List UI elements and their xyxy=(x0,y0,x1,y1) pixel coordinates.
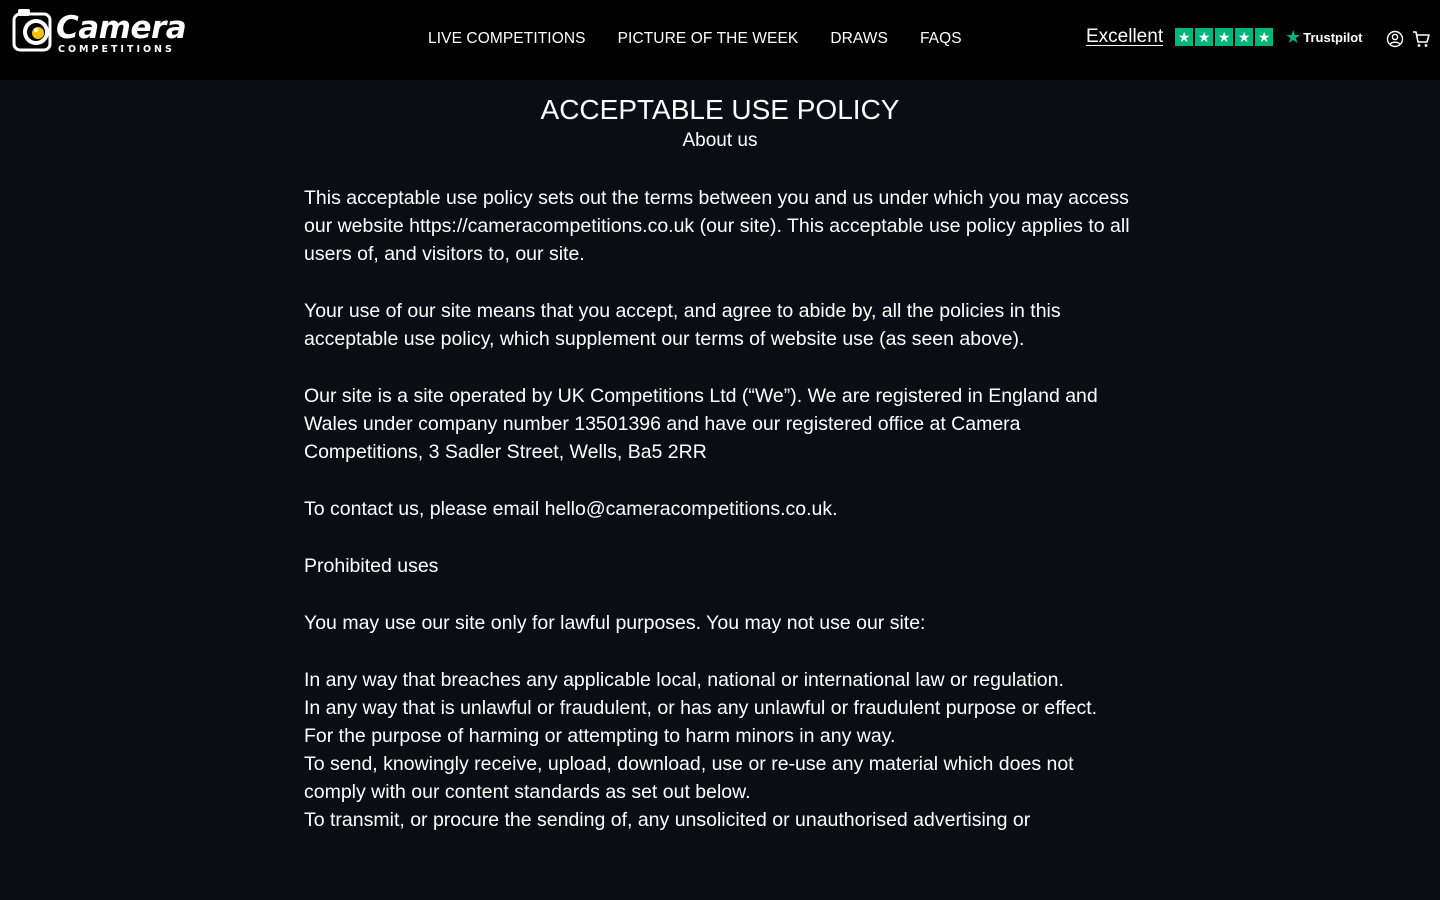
cart-icon[interactable] xyxy=(1412,30,1430,48)
account-icon[interactable] xyxy=(1386,30,1404,48)
trustpilot-star-icon: ★ xyxy=(1255,28,1273,46)
trustpilot-star-icon: ★ xyxy=(1215,28,1233,46)
trustpilot-star-icon: ★ xyxy=(1235,28,1253,46)
main-nav xyxy=(428,30,962,48)
site-logo[interactable] xyxy=(12,6,187,55)
policy-paragraph: Our site is a site operated by UK Competitions Ltd (“We”). We are registered in England and Wales under company number 13501396 and have our registered office at Camera Competitions, 3 Sadler Street, Wells, Ba5 2RR xyxy=(304,385,1098,463)
trustpilot-brand xyxy=(1285,28,1362,46)
camera-logo-icon xyxy=(12,6,56,52)
nav-faqs[interactable]: FAQS xyxy=(919,30,962,47)
policy-paragraph: Your use of our site means that you accept, and agree to abide by, all the policies in this acceptable use policy, which supplement our terms of website use (as seen above). xyxy=(304,300,1061,350)
page-subtitle: About us xyxy=(682,130,758,151)
site-header xyxy=(0,0,1440,80)
nav-draws[interactable]: DRAWS xyxy=(830,30,888,47)
list-item: In any way that is unlawful or fraudulent, or has any unlawful or fraudulent purpose or effect. xyxy=(304,697,1098,719)
trustpilot-brand-label: Trustpilot xyxy=(1303,29,1363,45)
list-item: For the purpose of harming or attempting to harm minors in any way. xyxy=(304,725,896,747)
trustpilot-rating-text: Excellent xyxy=(1086,26,1164,47)
policy-paragraph: This acceptable use policy sets out the terms between you and us under which you may access our website https://cameracompetitions.co.uk (our site). This acceptable use policy applies to all users of, and visitors to, our site. xyxy=(304,187,1130,265)
prohibited-uses-list xyxy=(304,666,1136,834)
trustpilot-star-icon: ★ xyxy=(1195,28,1213,46)
header-icons xyxy=(1386,30,1430,48)
policy-paragraph: You may use our site only for lawful purposes. You may not use our site: xyxy=(304,612,926,634)
trustpilot-logo-star-icon: ★ xyxy=(1285,27,1302,47)
section-heading-prohibited-uses: Prohibited uses xyxy=(304,555,439,577)
logo-subtitle: COMPETITIONS xyxy=(58,44,175,55)
page-title: ACCEPTABLE USE POLICY xyxy=(540,94,900,125)
list-item: To transmit, or procure the sending of, any unsolicited or unauthorised advertising or xyxy=(304,809,1031,831)
contact-paragraph: To contact us, please email hello@cameracompetitions.co.uk. xyxy=(304,498,838,520)
policy-content xyxy=(304,92,1136,834)
nav-live-competitions[interactable]: LIVE COMPETITIONS xyxy=(428,30,586,47)
list-item: To send, knowingly receive, upload, download, use or re-use any material which does not comply with our content standards as set out below. xyxy=(304,753,1074,803)
trustpilot-star-icon: ★ xyxy=(1175,28,1193,46)
trustpilot-widget[interactable] xyxy=(1086,26,1362,48)
list-item: In any way that breaches any applicable local, national or international law or regulation. xyxy=(304,669,1064,691)
nav-picture-of-the-week[interactable]: PICTURE OF THE WEEK xyxy=(617,30,799,47)
logo-wordmark: Camera xyxy=(56,10,187,46)
trustpilot-stars xyxy=(1175,28,1273,46)
